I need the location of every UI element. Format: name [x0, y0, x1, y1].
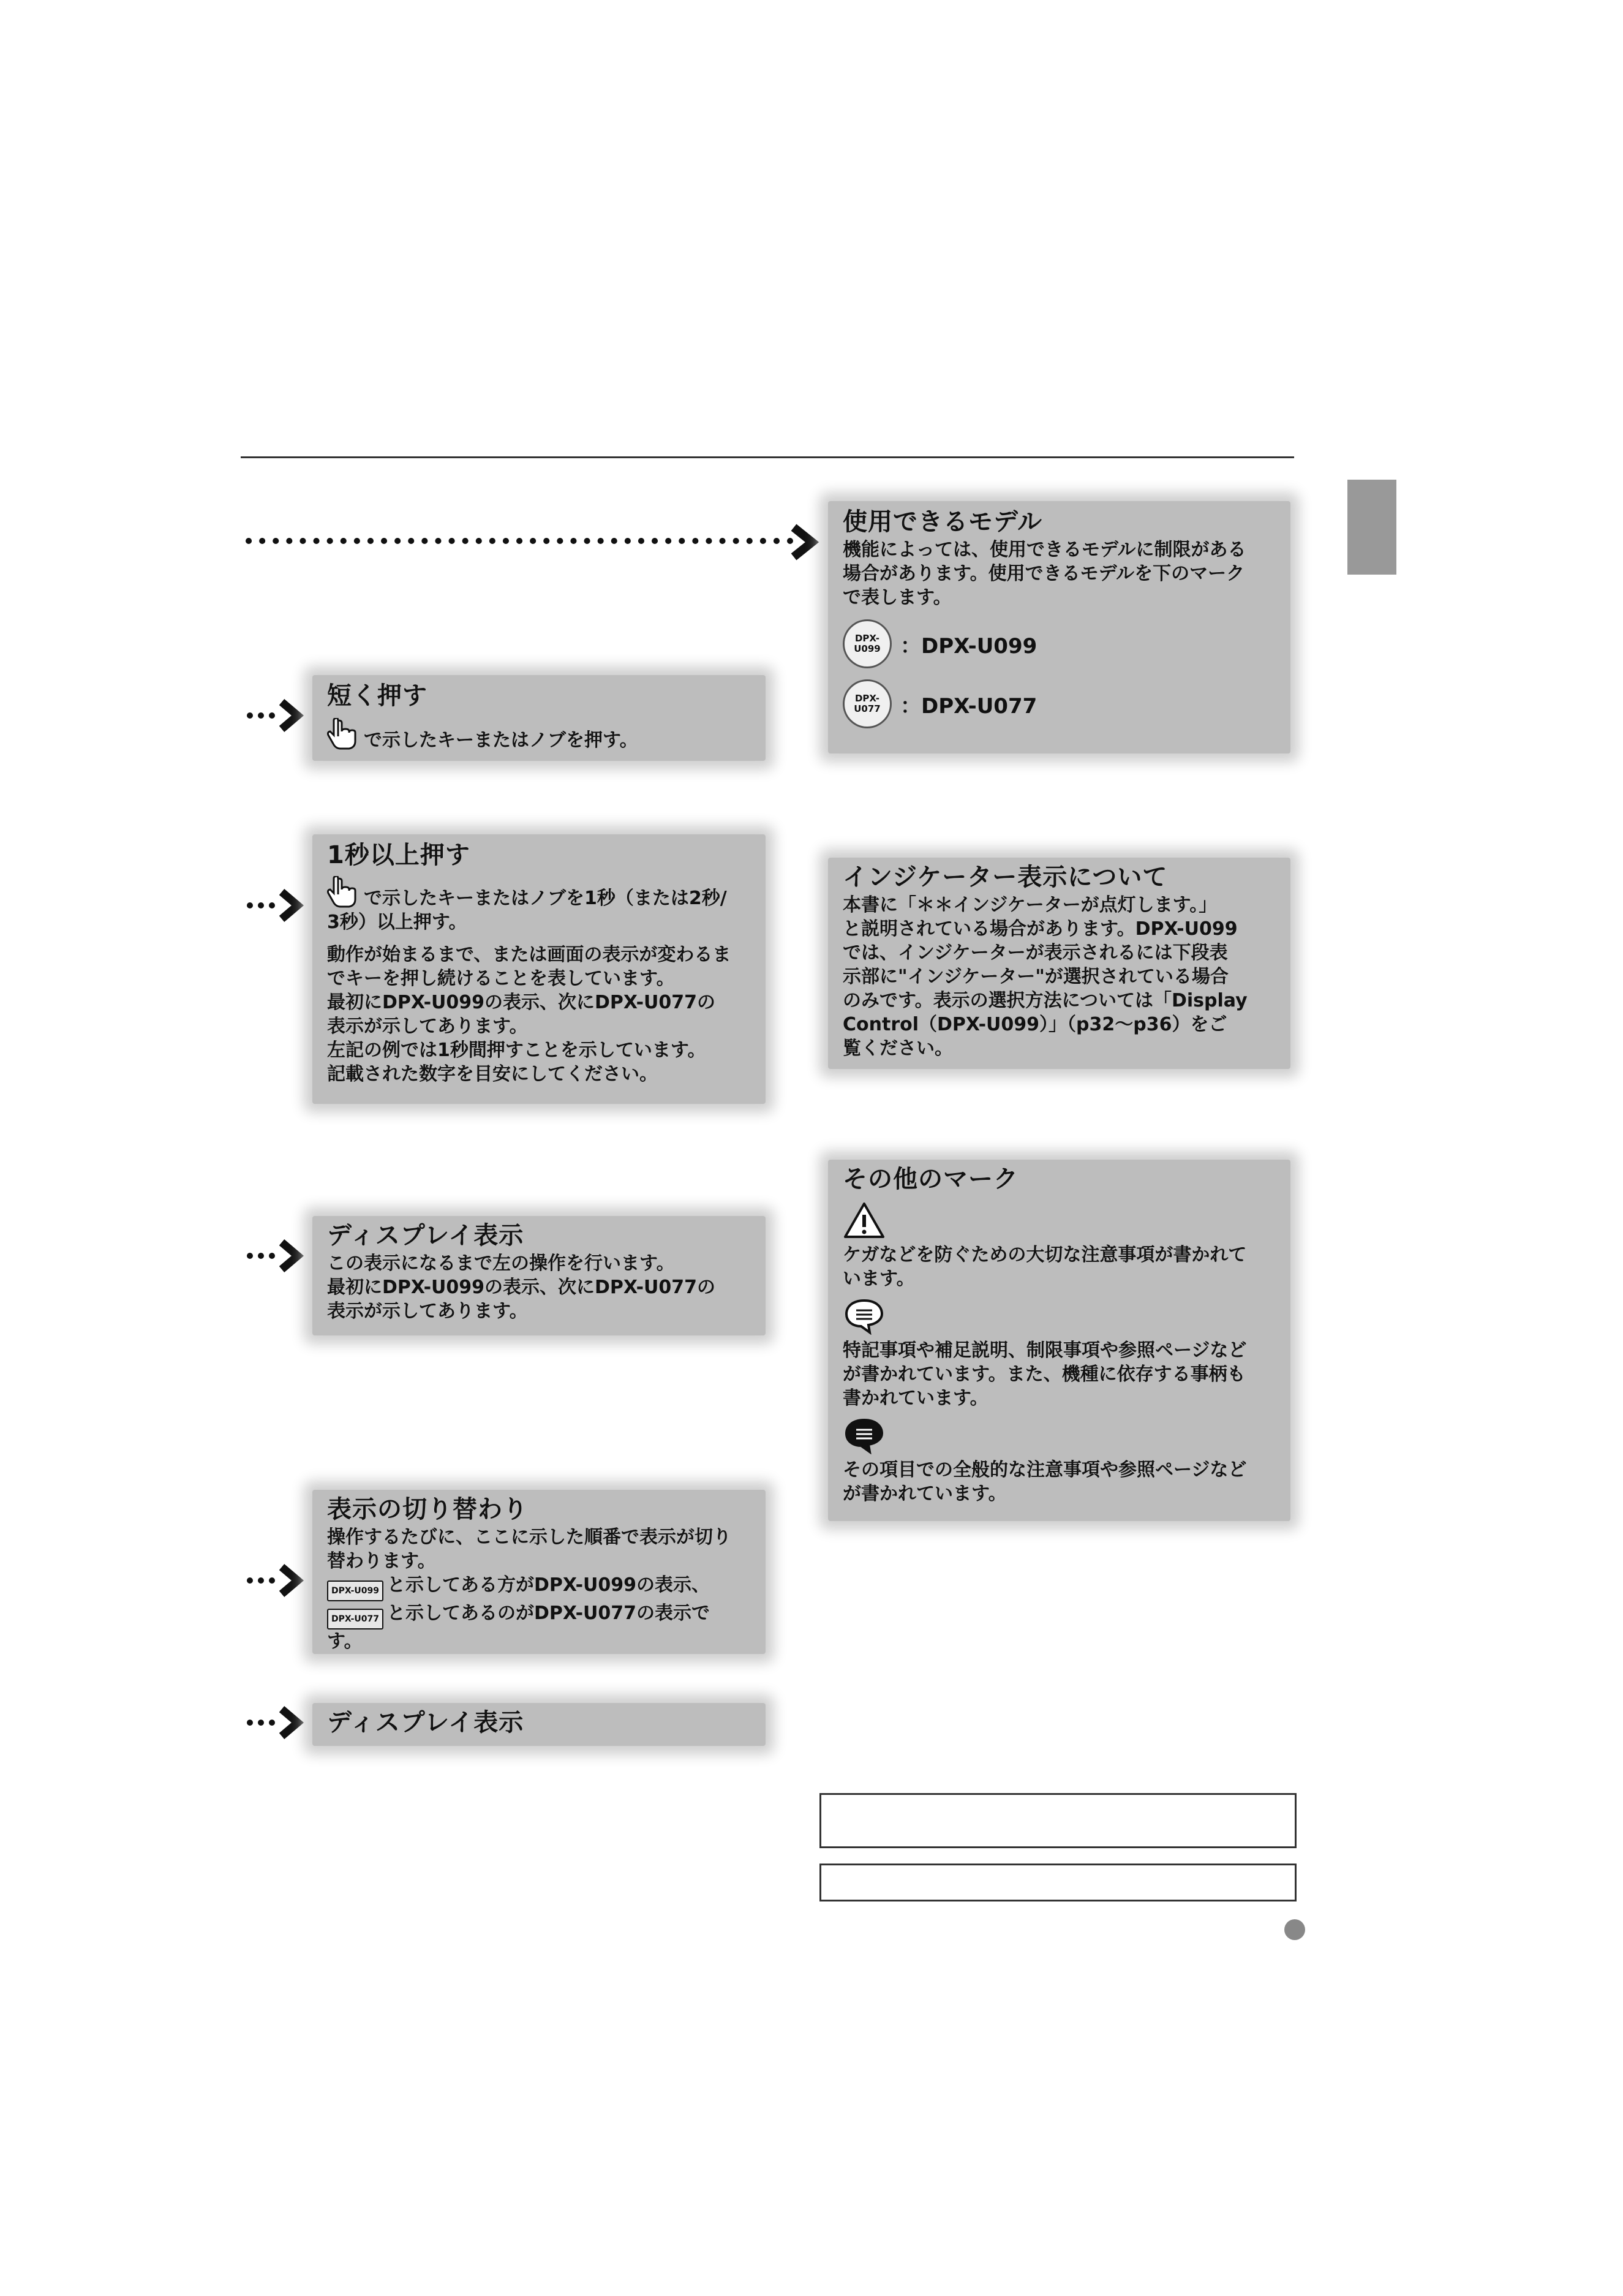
long-press-para-5: 記載された数字を目安にしてください。 [327, 1063, 658, 1085]
blank-frame-1 [819, 1793, 1297, 1848]
hand-hold-icon [327, 876, 359, 909]
short-press-title: 短く押す [327, 682, 427, 710]
long-press-line2: 3秒）以上押す。 [327, 912, 467, 933]
display-line-0: この表示になるまで左の操作を行います。 [327, 1253, 675, 1274]
short-press-box [312, 675, 766, 761]
page-marker-dot [1284, 1919, 1305, 1940]
warning-line-1: います。 [843, 1268, 915, 1290]
long-press-line1: で示したキーまたはノブを1秒（または2秒/ [364, 888, 727, 909]
long-press-para-1: でキーを押し続けることを表しています。 [327, 968, 675, 989]
arrow-switching-icon [245, 1562, 306, 1599]
model-u099-label: ：DPX-U099 [900, 633, 1037, 659]
model-row-u077 [843, 679, 1276, 728]
display-title: ディスプレイ表示 [327, 1222, 524, 1250]
dpx-u099-badge: DPX-U099 [327, 1580, 383, 1601]
arrow-display-icon [245, 1237, 306, 1274]
models-line-2: で表します。 [843, 587, 952, 608]
indicator-title: インジケーター表示について [843, 863, 1168, 891]
arrow-short-press-icon [245, 697, 306, 734]
dpx-u077-badge: DPX-U077 [327, 1609, 383, 1629]
long-press-para-0: 動作が始まるまで、または画面の表示が変わるま [327, 944, 731, 965]
arrow-display-2-icon [245, 1704, 306, 1741]
indicator-line-2: では、インジケーターが表示されるには下段表 [843, 942, 1228, 964]
blank-frame-2 [819, 1864, 1297, 1901]
indicator-line-6: 覧ください。 [843, 1038, 953, 1059]
dotted-leader [245, 535, 796, 547]
general-line-1: が書かれています。 [843, 1483, 1007, 1505]
model-u099-badge-icon: DPX- U099 [843, 619, 892, 668]
display-line-2: 表示が示してあります。 [327, 1301, 528, 1322]
general-note-bubble-icon [843, 1416, 886, 1454]
note-line-0: 特記事項や補足説明、制限事項や参照ページなど [843, 1340, 1247, 1361]
note-line-1: が書かれています。また、機種に依存する事柄も [843, 1364, 1246, 1385]
hand-press-icon [327, 718, 359, 751]
note-bubble-icon [843, 1297, 886, 1335]
long-press-para-3: 表示が示してあります。 [327, 1016, 528, 1037]
indicator-line-1: と説明されている場合があります。DPX-U099 [843, 918, 1238, 940]
long-press-para-2: 最初にDPX-U099の表示、次にDPX-U077の [327, 992, 716, 1013]
display-2-box [312, 1703, 766, 1746]
models-line-1: 場合があります。使用できるモデルを下のマーク [843, 563, 1245, 584]
display-box [312, 1216, 766, 1335]
indicator-line-5: Control（DPX-U099）」（p32～p36）をご [843, 1014, 1227, 1035]
warning-icon [843, 1201, 886, 1239]
switching-line4: と示してあるのがDPX-U077の表示で [387, 1603, 710, 1624]
general-line-0: その項目での全般的な注意事項や参照ページなど [843, 1459, 1247, 1481]
other-marks-box [828, 1160, 1290, 1521]
indicator-line-0: 本書に「＊＊インジケーターが点灯します。」 [843, 894, 1218, 916]
switching-line5: す。 [327, 1631, 363, 1652]
model-u077-badge-icon: DPX- U077 [843, 679, 892, 728]
switching-line3: と示してある方がDPX-U099の表示、 [387, 1574, 710, 1596]
models-line-0: 機能によっては、使用できるモデルに制限がある [843, 539, 1246, 561]
display-line-1: 最初にDPX-U099の表示、次にDPX-U077の [327, 1277, 716, 1298]
header-rule [241, 456, 1294, 458]
long-press-box [312, 834, 766, 1104]
indicator-line-4: のみです。表示の選択方法については「Display [843, 990, 1248, 1011]
arrow-long-press-icon [245, 887, 306, 924]
models-box [828, 501, 1290, 753]
display-2-title: ディスプレイ表示 [327, 1709, 524, 1737]
indicator-box [828, 858, 1290, 1069]
model-row-u099 [843, 619, 1276, 668]
indicator-line-3: 示部に"インジケーター"が選択されている場合 [843, 966, 1229, 988]
note-line-2: 書かれています。 [843, 1388, 988, 1409]
arrow-head-icon [789, 524, 819, 561]
other-marks-title: その他のマーク [843, 1165, 1019, 1193]
long-press-para-4: 左記の例では1秒間押すことを示しています。 [327, 1040, 706, 1061]
switching-title: 表示の切り替わり [327, 1495, 528, 1524]
switching-line2: 替わります。 [327, 1550, 436, 1572]
switching-box [312, 1490, 766, 1654]
long-press-title: 1秒以上押す [327, 841, 470, 869]
switching-line1: 操作するたびに、ここに示した順番で表示が切り [327, 1527, 731, 1548]
short-press-text: で示したキーまたはノブを押す。 [364, 730, 638, 751]
model-u077-label: ：DPX-U077 [900, 693, 1037, 719]
warning-line-0: ケガなどを防ぐための大切な注意事項が書かれて [843, 1244, 1247, 1266]
models-title: 使用できるモデル [843, 508, 1042, 536]
section-tab [1347, 480, 1396, 575]
